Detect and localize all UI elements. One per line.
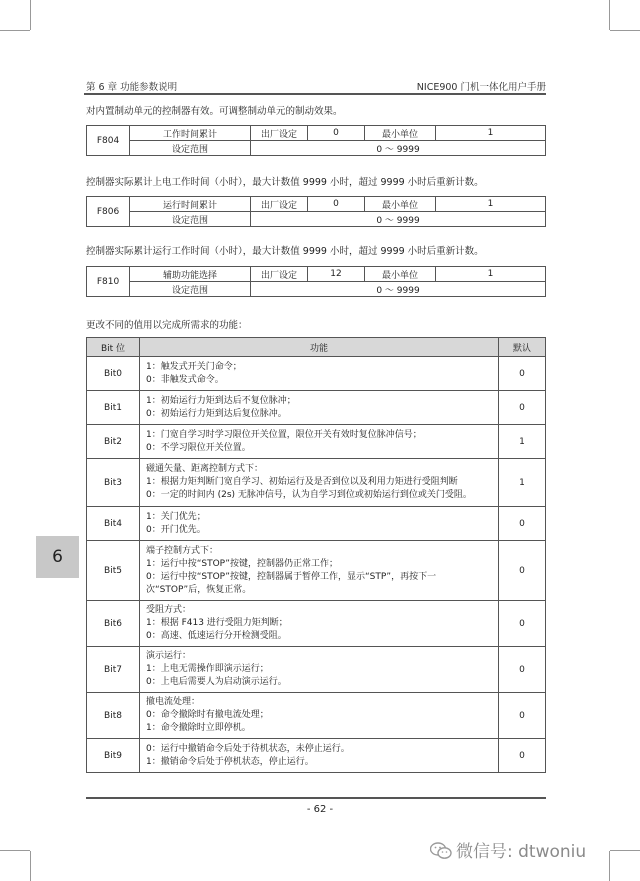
bit-description xyxy=(140,541,499,601)
table-row xyxy=(87,647,546,693)
desc-line: 0：一定的时间内 (2s) 无脉冲信号，认为自学习到位或初始运行到位或关门受阻。 xyxy=(146,490,472,500)
param-name: 工作时间累计 xyxy=(130,126,251,141)
desc-line: 1：门宽自学习时学习限位开关位置，限位开关有效时复位脉冲信号； xyxy=(146,429,422,440)
crop-mark xyxy=(30,851,31,881)
bit-description xyxy=(140,507,499,541)
desc-line: 0：不学习限位开关位置。 xyxy=(146,442,251,453)
desc-line: 0：命令撤除时有撤电流处理； xyxy=(146,710,269,720)
factory-label: 出厂设定 xyxy=(251,126,308,141)
crop-mark xyxy=(610,30,640,31)
desc-line: 0：非触发式命令。 xyxy=(146,374,224,385)
desc-line: 1：上电无需操作即演示运行； xyxy=(146,664,269,674)
desc-line: 0：运行中撤销命令后处于待机状态，未停止运行。 xyxy=(146,743,350,754)
desc-line: 磁通矢量、距离控制方式下： xyxy=(146,464,264,474)
bit-default: 0 xyxy=(499,693,546,739)
unit-value: 1 xyxy=(436,126,546,141)
crop-mark xyxy=(0,30,30,31)
bit-description xyxy=(140,425,499,459)
bit-label: Bit4 xyxy=(87,507,140,541)
range-value: 0 ～ 9999 xyxy=(251,212,546,227)
table-row xyxy=(87,541,546,601)
bit-default: 0 xyxy=(499,541,546,601)
unit-value: 1 xyxy=(436,197,546,212)
desc-line: 0：初始运行力矩到达后复位脉冲。 xyxy=(146,408,287,419)
table-row xyxy=(87,459,546,507)
factory-value: 12 xyxy=(308,267,365,282)
table-row xyxy=(87,739,546,773)
footer-rule xyxy=(86,797,546,799)
bit-description xyxy=(140,459,499,507)
wechat-icon xyxy=(430,842,452,860)
crop-mark xyxy=(30,0,31,30)
bit-description xyxy=(140,739,499,773)
desc-line: 1：根据 F413 进行受阻力矩判断； xyxy=(146,618,288,628)
factory-label: 出厂设定 xyxy=(251,267,308,282)
desc-line: 0：运行中按“STOP”按键，控制器属于暂停工作，显示“STP”，再按下一 xyxy=(146,571,437,582)
range-label: 设定范围 xyxy=(130,141,251,156)
table-row xyxy=(87,425,546,459)
col-header-bit: Bit 位 xyxy=(87,338,140,357)
desc-line: 1：触发式开关门命令； xyxy=(146,361,242,372)
bit-label: Bit8 xyxy=(87,693,140,739)
desc-line: 1：根据力矩判断门宽自学习、初始运行及是否到位以及利用力矩进行受阻判断 xyxy=(146,477,458,487)
desc-line: 次“STOP”后，恢复正常。 xyxy=(146,584,252,595)
param-note: 控制器实际累计运行工作时间（小时），最大计数值 9999 小时，超过 9999 小时后重新计数。 xyxy=(86,246,484,257)
bit-label: Bit1 xyxy=(87,391,140,425)
watermark-text: 微信号: dtwoniu xyxy=(456,842,587,862)
param-name: 辅助功能选择 xyxy=(130,267,251,282)
range-value: 0 ～ 9999 xyxy=(251,282,546,297)
unit-label: 最小单位 xyxy=(365,267,436,282)
unit-value: 1 xyxy=(436,267,546,282)
desc-line: 端子控制方式下： xyxy=(146,545,219,556)
param-table-f810 xyxy=(86,266,546,297)
table-row xyxy=(87,601,546,647)
range-label: 设定范围 xyxy=(130,282,251,297)
page-number: - 62 - xyxy=(306,804,334,815)
param-table-f806 xyxy=(86,196,546,227)
chapter-tab: 6 xyxy=(36,536,79,578)
crop-mark xyxy=(610,850,640,851)
desc-line: 1：命令撤除时立即停机。 xyxy=(146,723,251,733)
header-rule xyxy=(84,93,546,95)
intro-text: 对内置制动单元的控制器有效。可调整制动单元的制动效果。 xyxy=(86,106,343,117)
col-header-default: 默认 xyxy=(499,338,546,357)
param-name: 运行时间累计 xyxy=(130,197,251,212)
crop-mark xyxy=(609,0,610,30)
bit-description xyxy=(140,357,499,391)
bit-label: Bit5 xyxy=(87,541,140,601)
wechat-watermark xyxy=(430,837,586,862)
bit-label: Bit7 xyxy=(87,647,140,693)
desc-line: 撤电流处理： xyxy=(146,697,201,707)
unit-label: 最小单位 xyxy=(365,126,436,141)
bit-default: 0 xyxy=(499,739,546,773)
table-row xyxy=(87,391,546,425)
desc-line: 1：撤销命令后处于停机状态，停止运行。 xyxy=(146,756,314,767)
param-code: F810 xyxy=(87,267,130,297)
param-code: F804 xyxy=(87,126,130,156)
desc-line: 1：运行中按“STOP”按键，控制器仍正常工作； xyxy=(146,558,338,569)
bit-label: Bit2 xyxy=(87,425,140,459)
desc-line: 0：开门优先。 xyxy=(146,524,206,535)
factory-value: 0 xyxy=(308,197,365,212)
factory-value: 0 xyxy=(308,126,365,141)
table-row xyxy=(87,507,546,541)
col-header-function: 功能 xyxy=(140,338,499,357)
bit-default: 0 xyxy=(499,647,546,693)
bit-default: 0 xyxy=(499,357,546,391)
manual-title: NICE900 门机一体化用户手册 xyxy=(416,82,546,93)
bit-description xyxy=(140,601,499,647)
bit-description xyxy=(140,693,499,739)
crop-mark xyxy=(609,851,610,881)
desc-line: 1：初始运行力矩到达后不复位脉冲； xyxy=(146,395,296,406)
unit-label: 最小单位 xyxy=(365,197,436,212)
bit-description xyxy=(140,391,499,425)
bit-description xyxy=(140,647,499,693)
bit-label: Bit9 xyxy=(87,739,140,773)
param-table-f804 xyxy=(86,125,546,156)
bit-label: Bit0 xyxy=(87,357,140,391)
factory-label: 出厂设定 xyxy=(251,197,308,212)
desc-line: 受阻方式： xyxy=(146,605,192,615)
param-note: 控制器实际累计上电工作时间（小时），最大计数值 9999 小时，超过 9999 小时后重新计数。 xyxy=(86,177,484,188)
chapter-title: 第 6 章 功能参数说明 xyxy=(86,82,178,93)
desc-line: 演示运行： xyxy=(146,651,192,661)
bit-label: Bit3 xyxy=(87,459,140,507)
crop-mark xyxy=(0,850,30,851)
desc-line: 1：关门优先； xyxy=(146,511,206,522)
param-note: 更改不同的值用以完成所需求的功能： xyxy=(86,320,248,331)
range-label: 设定范围 xyxy=(130,212,251,227)
bit-function-table xyxy=(86,337,546,773)
bit-default: 0 xyxy=(499,601,546,647)
desc-line: 0：上电后需要人为启动演示运行。 xyxy=(146,677,287,687)
table-row xyxy=(87,693,546,739)
bit-default: 1 xyxy=(499,459,546,507)
bit-default: 1 xyxy=(499,425,546,459)
table-row xyxy=(87,357,546,391)
desc-line: 0：高速、低速运行分开检测受阻。 xyxy=(146,631,287,641)
bit-default: 0 xyxy=(499,507,546,541)
bit-default: 0 xyxy=(499,391,546,425)
param-code: F806 xyxy=(87,197,130,227)
bit-label: Bit6 xyxy=(87,601,140,647)
range-value: 0 ～ 9999 xyxy=(251,141,546,156)
